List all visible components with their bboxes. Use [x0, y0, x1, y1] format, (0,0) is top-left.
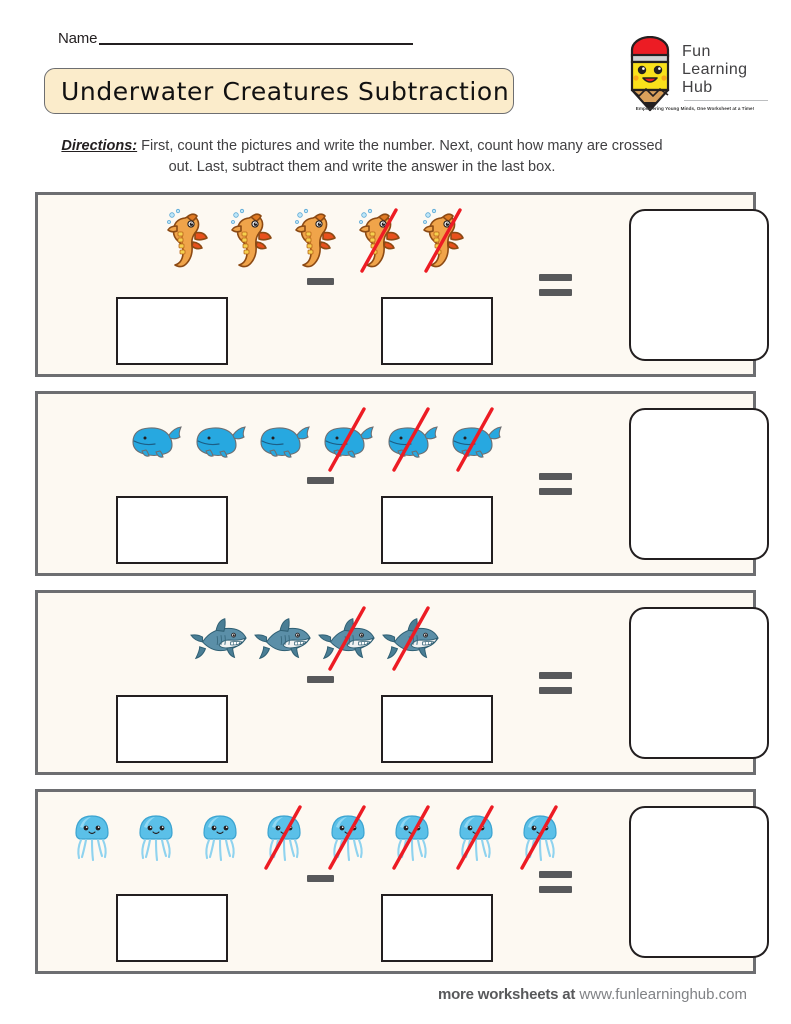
seahorse-icon	[350, 205, 410, 279]
equals-sign-icon	[539, 672, 572, 697]
jellyfish-icon	[382, 802, 442, 876]
seahorse-icon	[158, 205, 218, 279]
total-count-box[interactable]	[116, 894, 228, 962]
equals-sign-icon	[539, 473, 572, 498]
shark-icon	[190, 603, 250, 677]
seahorse-icon	[286, 205, 346, 279]
footer-url: www.funlearninghub.com	[579, 986, 747, 1003]
jellyfish-icon	[62, 802, 122, 876]
logo-line-hub: Hub	[682, 79, 713, 97]
minus-sign-icon	[307, 278, 334, 285]
whale-icon	[318, 404, 378, 478]
jellyfish-icon	[510, 802, 570, 876]
problem-rows	[35, 192, 756, 988]
creature-icons-strip	[38, 203, 593, 281]
jellyfish-icon	[446, 802, 506, 876]
logo-divider	[684, 100, 768, 101]
directions-block	[52, 136, 672, 178]
problem-row	[35, 789, 756, 974]
logo-wordmark	[682, 43, 770, 97]
answer-box[interactable]	[629, 408, 769, 560]
minus-sign-icon	[307, 477, 334, 484]
jellyfish-icon	[254, 802, 314, 876]
crossed-out-count-box[interactable]	[381, 894, 493, 962]
total-count-box[interactable]	[116, 496, 228, 564]
whale-icon	[254, 404, 314, 478]
minus-sign-icon	[307, 875, 334, 882]
name-write-line[interactable]	[99, 43, 413, 45]
creature-icons-strip	[38, 402, 593, 480]
worksheet-title-banner	[44, 68, 514, 114]
answer-box[interactable]	[629, 806, 769, 958]
creature-icons-strip	[38, 800, 593, 878]
footer	[0, 986, 791, 1003]
problem-row	[35, 192, 756, 377]
page-title: Underwater Creatures Subtraction	[61, 76, 510, 106]
problem-row	[35, 391, 756, 576]
crossed-out-count-box[interactable]	[381, 496, 493, 564]
shark-icon	[254, 603, 314, 677]
crossed-out-count-box[interactable]	[381, 695, 493, 763]
footer-bold-text: more worksheets at	[437, 986, 576, 1003]
answer-box[interactable]	[629, 209, 769, 361]
name-label: Name	[58, 30, 98, 47]
logo-line-learning: Learning	[682, 61, 748, 79]
total-count-box[interactable]	[116, 297, 228, 365]
jellyfish-icon	[318, 802, 378, 876]
brand-logo	[618, 34, 770, 126]
whale-icon	[190, 404, 250, 478]
logo-line-fun: Fun	[682, 43, 711, 60]
problem-row	[35, 590, 756, 775]
whale-icon	[126, 404, 186, 478]
crossed-out-count-box[interactable]	[381, 297, 493, 365]
directions-text: First, count the pictures and write the number. Next, count how many are crossed out. Last, subtract them and write the answer in the last box.	[141, 138, 663, 176]
seahorse-icon	[414, 205, 474, 279]
answer-box[interactable]	[629, 607, 769, 759]
directions-label: Directions:	[61, 138, 138, 154]
whale-icon	[446, 404, 506, 478]
total-count-box[interactable]	[116, 695, 228, 763]
pencil-mascot-icon	[622, 36, 678, 114]
minus-sign-icon	[307, 676, 334, 683]
seahorse-icon	[222, 205, 282, 279]
equals-sign-icon	[539, 274, 572, 299]
shark-icon	[318, 603, 378, 677]
equals-sign-icon	[539, 871, 572, 896]
logo-tagline: Empowering Young Minds, One Worksheet at a Time!	[635, 106, 755, 111]
shark-icon	[382, 603, 442, 677]
name-field-row	[58, 30, 413, 48]
jellyfish-icon	[190, 802, 250, 876]
whale-icon	[382, 404, 442, 478]
jellyfish-icon	[126, 802, 186, 876]
creature-icons-strip	[38, 601, 593, 679]
